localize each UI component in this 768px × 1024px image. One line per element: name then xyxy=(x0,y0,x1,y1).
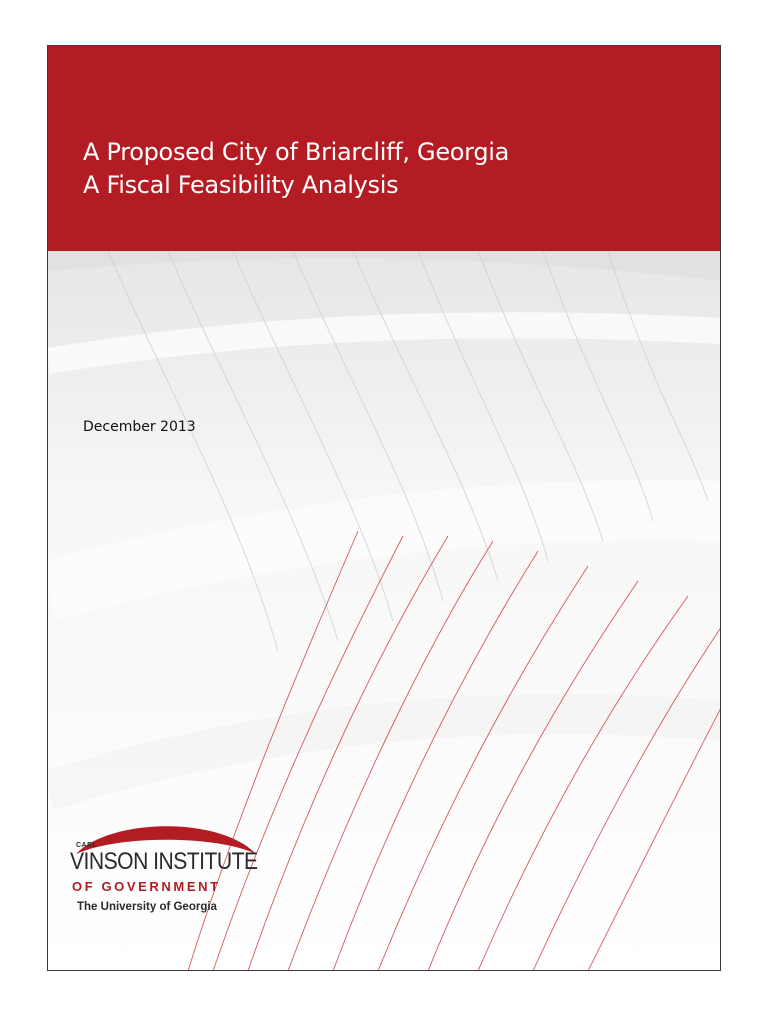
logo-subtitle-text: OF GOVERNMENT xyxy=(72,879,221,894)
title-line-1: A Proposed City of Briarcliff, Georgia xyxy=(83,138,510,166)
logo-university-text: The University of Georgia xyxy=(77,901,217,913)
vinson-institute-logo xyxy=(70,818,270,918)
title-line-2: A Fiscal Feasibility Analysis xyxy=(83,171,399,199)
title-banner xyxy=(48,46,720,251)
report-date: December 2013 xyxy=(83,419,196,435)
logo-name-text: VINSON INSTITUTE xyxy=(70,848,258,875)
report-cover-page xyxy=(47,45,721,971)
logo-carl-text: CARL xyxy=(76,842,98,849)
report-title xyxy=(83,136,509,202)
